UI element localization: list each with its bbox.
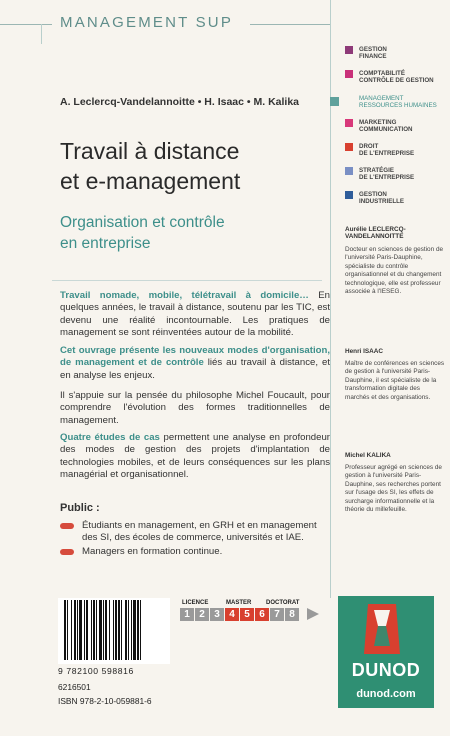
category-line-1: MARKETING <box>359 119 397 126</box>
category-line-1: MANAGEMENT <box>359 95 404 102</box>
barcode-bar <box>128 600 129 660</box>
category-line-2: CONTRÔLE DE GESTION <box>359 77 434 85</box>
barcode-bar <box>121 600 122 660</box>
category-swatch <box>345 191 353 199</box>
level-cell: 1 <box>180 608 194 621</box>
level-cell: 4 <box>225 608 239 621</box>
category-item <box>345 46 445 60</box>
category-line-1: COMPTABILITÉ <box>359 70 405 77</box>
category-item <box>345 70 445 84</box>
barcode-bar <box>99 600 102 660</box>
bullet-marker-icon <box>60 549 74 555</box>
barcode-image <box>62 600 166 662</box>
top-rule-right <box>250 24 330 25</box>
category-line-1: GESTION <box>359 191 387 198</box>
blurb-highlight-4: Quatre études de cas <box>60 432 160 443</box>
publisher-logo-icon <box>338 596 434 660</box>
level-bar <box>180 608 322 621</box>
bio-name: Michel KALIKA <box>345 452 391 459</box>
barcode-bar <box>125 600 127 660</box>
publisher-url[interactable]: dunod.com <box>356 688 416 700</box>
product-code: 6216501 <box>58 682 91 692</box>
book-title <box>60 136 330 196</box>
category-line-2: COMMUNICATION <box>359 126 413 134</box>
category-item <box>345 119 445 133</box>
level-cell: 8 <box>285 608 299 621</box>
public-item-text: Managers en formation continue. <box>82 546 223 557</box>
category-line-2: DE L'ENTREPRISE <box>359 174 415 182</box>
series-name: MANAGEMENT SUP <box>52 14 241 31</box>
barcode-bar <box>133 600 136 660</box>
bullet-marker-icon <box>60 523 74 529</box>
blurb-paragraph-3: Il s'appuie sur la pensée du philosophe Michel Foucault, pour comprendre l'évolution des formes traditionnelles de management. <box>60 390 330 426</box>
public-item <box>60 520 330 545</box>
category-item <box>345 143 445 157</box>
level-doctorat-label: DOCTORAT <box>266 600 300 606</box>
barcode-bar <box>96 600 97 660</box>
blurb-highlight-1: Travail nomade, mobile, télétravail à domicile… <box>60 290 309 301</box>
barcode-bar <box>77 600 78 660</box>
barcode-bar <box>113 600 114 660</box>
level-cell: 6 <box>255 608 269 621</box>
header-tick <box>41 24 42 44</box>
public-title: Public : <box>60 502 100 514</box>
bio-name-line-2: VANDELANNOITTE <box>345 233 404 241</box>
category-swatch <box>345 46 353 54</box>
level-cell: 2 <box>195 608 209 621</box>
barcode-bar <box>74 600 76 660</box>
category-swatch <box>345 143 353 151</box>
bio-text: Maître de conférences en sciences de gestion à l'université Paris-Dauphine, il est spécialiste de la transformation digitale des marchés et des organisations. <box>345 360 445 401</box>
category-line-1: DROIT <box>359 143 379 150</box>
category-item-active <box>345 95 445 109</box>
level-cell: 3 <box>210 608 224 621</box>
barcode-bar <box>109 600 110 660</box>
barcode-bar <box>64 600 66 660</box>
level-cell: 5 <box>240 608 254 621</box>
public-item <box>60 546 330 558</box>
barcode-bar <box>79 600 82 660</box>
barcode-bar <box>131 600 132 660</box>
barcode-bar <box>67 600 68 660</box>
public-item-text: Étudiants en management, en GRH et en management des SI, des écoles de commerce, universités et IAE. <box>82 520 317 544</box>
bio-name: Henri ISAAC <box>345 348 383 355</box>
level-indicator <box>180 600 330 626</box>
barcode-digits: 9 782100 598816 <box>58 666 134 676</box>
category-line-1: STRATÉGIE <box>359 167 394 174</box>
barcode-bar <box>140 600 141 660</box>
subtitle-line-2: en entreprise <box>60 235 151 252</box>
barcode-bar <box>103 600 104 660</box>
publisher-name: DUNOD <box>351 660 421 680</box>
active-category-marker <box>330 97 339 106</box>
bio-name <box>345 226 445 241</box>
bio-text: Professeur agrégé en sciences de gestion à l'université Paris-Dauphine, ses recherches portent sur l'usage des SI, les effets de surcharge informationnelle et la théorie du millefeuille. <box>345 464 442 514</box>
category-line-2: DE L'ENTREPRISE <box>359 150 415 158</box>
book-subtitle <box>60 212 330 254</box>
barcode-bar <box>71 600 72 660</box>
category-line-2: INDUSTRIELLE <box>359 198 405 206</box>
barcode-bar <box>118 600 120 660</box>
title-line-2: et e-management <box>60 168 241 194</box>
blurb-paragraph-1 <box>60 290 330 339</box>
category-line-2: FINANCE <box>359 53 387 61</box>
category-line-1: GESTION <box>359 46 387 53</box>
bio-name-line-1: Aurélie LECLERCQ- <box>345 226 406 233</box>
blurb-highlight-2: Cet ouvrage présente les nouveaux modes d'organisation, de management et de contrôle <box>60 345 330 369</box>
category-swatch <box>345 119 353 127</box>
category-item <box>345 191 445 205</box>
top-rule-left <box>0 24 52 25</box>
category-swatch <box>345 167 353 175</box>
isbn: ISBN 978-2-10-059881-6 <box>58 696 152 706</box>
level-arrow-icon <box>307 608 319 620</box>
blurb-text-1: En quelques années, le travail à distance, soutenu par les TIC, est devenu une réalité incontournable. Les pratiques de management se sont réinventées autour de la mobilité. <box>60 290 331 338</box>
title-line-1: Travail à distance <box>60 138 240 164</box>
category-line-2: RESSOURCES HUMAINES <box>359 102 437 110</box>
blurb-text-2: liés au travail à distance, et en analyse les enjeux. <box>60 357 330 381</box>
barcode-bar <box>84 600 85 660</box>
level-cell: 7 <box>270 608 284 621</box>
authors: A. Leclercq-Vandelannoitte • H. Isaac • M. Kalika <box>60 96 300 108</box>
subtitle-line-1: Organisation et contrôle <box>60 214 225 231</box>
blurb-text-4: permettent une analyse en profondeur des modes de gestion des projets d'implantation de technologies mobiles, et de leurs conséquences sur les plans managérial et organisationnel. <box>60 432 330 480</box>
category-swatch <box>345 70 353 78</box>
bio-text: Docteur en sciences de gestion de l'université Paris-Dauphine, spécialiste du contrôle organisationnel et du changement technologique, elle est professeur associée à l'IESEG. <box>345 246 444 296</box>
level-master-label: MASTER <box>226 600 252 606</box>
level-licence-label: LICENCE <box>182 600 209 606</box>
barcode-bar <box>91 600 92 660</box>
barcode-bar <box>115 600 117 660</box>
title-divider <box>52 280 322 281</box>
barcode-bar <box>137 600 139 660</box>
blurb-paragraph-2 <box>60 345 330 382</box>
blurb-paragraph-4 <box>60 432 330 481</box>
barcode-bar <box>105 600 107 660</box>
category-item <box>345 167 445 181</box>
barcode-bar <box>93 600 95 660</box>
sidebar-divider <box>330 0 331 598</box>
barcode-bar <box>86 600 88 660</box>
